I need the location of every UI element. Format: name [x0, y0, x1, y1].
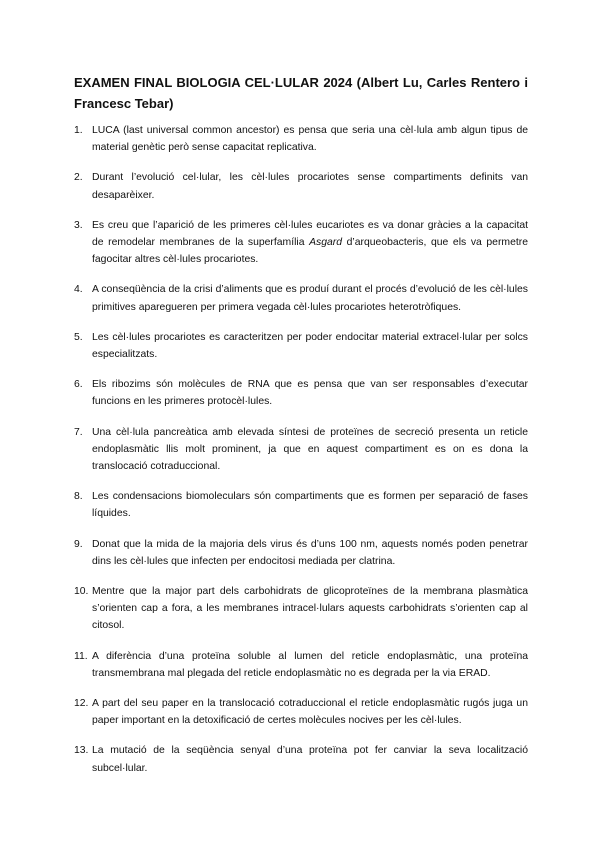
question-number: 3.: [74, 219, 83, 231]
question-item-9: [74, 536, 528, 570]
question-number: 13.: [74, 745, 89, 757]
question-item-6: [74, 376, 528, 410]
question-number: 7.: [74, 426, 83, 438]
document-title: EXAMEN FINAL BIOLOGIA CEL·LULAR 2024 (Albert Lu, Carles Rentero i Francesc Tebar): [74, 75, 528, 111]
question-text: Les condensacions biomoleculars són compartiments que es formen per separació de fases líquides.: [92, 491, 528, 520]
question-text-after: d’arqueobacteris, que els va permetre fagocitar altres cèl·lules procariotes.: [92, 237, 528, 266]
question-list: [74, 122, 528, 790]
question-text: LUCA (last universal common ancestor) es pensa que seria una cèl·lula amb algun tipus de material genètic però sense capacitat replicativa.: [92, 125, 528, 154]
question-item-13: [74, 742, 528, 776]
question-item-4: [74, 281, 528, 315]
question-item-10: [74, 583, 528, 635]
question-text: [92, 217, 528, 269]
question-text: Els ribozims són molècules de RNA que es pensa que van ser responsables d’executar funcions en les primeres protocèl·lules.: [92, 379, 528, 408]
question-text-before: Es creu que l’aparició de les primeres cèl·lules eucariotes es va donar gràcies a la capacitat de remodelar membranes de la superfamília: [92, 219, 528, 249]
question-number: 2.: [74, 172, 83, 184]
question-text: La mutació de la seqüència senyal d’una proteïna pot fer canviar la seva localització subcel·lular.: [92, 745, 528, 774]
question-number: 6.: [74, 379, 83, 391]
question-number: 9.: [74, 538, 83, 550]
question-text: A conseqüència de la crisi d’aliments que es produí durant el procés d’evolució de les cèl·lules primitives aparegueren per primera vegada cèl·lules procariotes heterotròfiques.: [92, 284, 528, 313]
question-number: 4.: [74, 284, 83, 296]
question-text-italic: Asgard: [309, 237, 343, 249]
question-number: 5.: [74, 331, 83, 343]
question-item-5: [74, 329, 528, 363]
question-item-2: [74, 169, 528, 203]
question-text: Durant l’evolució cel·lular, les cèl·lules procariotes sense compartiments definits van desaparèixer.: [92, 172, 528, 201]
question-item-1: [74, 122, 528, 156]
question-item-12: [74, 695, 528, 729]
question-text: A diferència d’una proteïna soluble al lumen del reticle endoplasmàtic, una proteïna transmembrana mal plegada del reticle endoplasmàtic no es degrada per la via ERAD.: [92, 650, 528, 679]
question-number: 8.: [74, 491, 83, 503]
question-text: A part del seu paper en la translocació cotraduccional el reticle endoplasmàtic rugós juga un paper important en la detoxificació de certes molècules nocives per les cèl·lules.: [92, 698, 528, 727]
question-item-8: [74, 488, 528, 522]
question-text: Mentre que la major part dels carbohidrats de glicoproteïnes de la membrana plasmàtica s’orienten cap a fora, a les membranes intracel·lulars aquests carbohidrats s’orienten cap al citosol.: [92, 586, 528, 632]
question-item-7: [74, 424, 528, 476]
question-number: 10.: [74, 586, 89, 598]
question-text: Donat que la mida de la majoria dels virus és d’uns 100 nm, aquests només poden penetrar dins les cèl·lules que infecten per endocitosi mediada per clatrina.: [92, 538, 528, 567]
question-item-11: [74, 648, 528, 682]
question-number: 11.: [74, 650, 88, 662]
question-item-3: [74, 217, 528, 269]
question-text: Les cèl·lules procariotes es caracteritzen per poder endocitar material extracel·lular per solcs especialitzats.: [92, 331, 528, 361]
question-number: 1.: [74, 125, 83, 136]
question-text: Una cèl·lula pancreàtica amb elevada síntesi de proteïnes de secreció presenta un reticle endoplasmàtic llis molt prominent, ja que en aquest compartiment es on es dona la translocació cotraduccional.: [92, 426, 528, 473]
question-number: 12.: [74, 698, 89, 710]
